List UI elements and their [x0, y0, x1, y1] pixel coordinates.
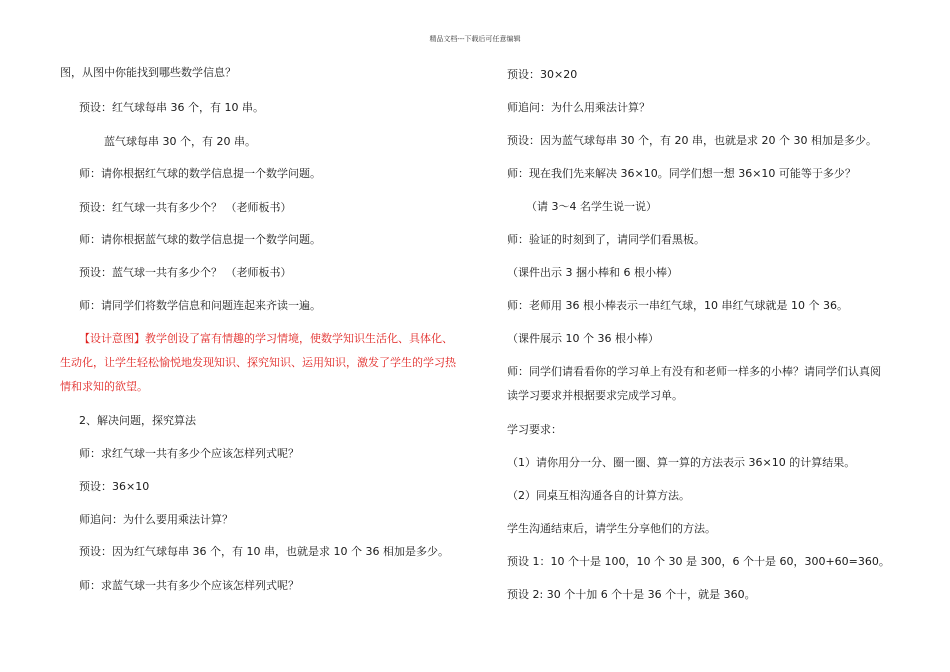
text-line: 读学习要求并根据要求完成学习单。	[507, 389, 683, 402]
text-line: （课件展示 10 个 36 根小棒）	[507, 332, 659, 345]
text-line: 2、解决问题，探究算法	[79, 414, 196, 427]
text-line: （2）同桌互相沟通各自的计算方法。	[507, 489, 690, 502]
text-line: （课件出示 3 捆小棒和 6 根小棒）	[507, 266, 678, 279]
text-line: 师：老师用 36 根小棒表示一串红气球，10 串红气球就是 10 个 36。	[507, 299, 848, 312]
text-line: 预设：因为蓝气球每串 30 个，有 20 串，也就是求 20 个 30 相加是多少。	[507, 134, 877, 147]
design-intent-line: 情和求知的欲望。	[60, 380, 148, 393]
text-line: 预设：蓝气球一共有多少个？ （老师板书）	[79, 266, 292, 279]
text-line: 师追问：为什么要用乘法计算？	[79, 513, 233, 526]
text-line: 预设：红气球每串 36 个，有 10 串。	[79, 101, 264, 114]
text-line: 师：请同学们将数学信息和问题连起来齐读一遍。	[79, 299, 321, 312]
page-header: 精品文档---下载后可任意编辑	[429, 35, 521, 43]
text-line: 学生沟通结束后，请学生分享他们的方法。	[507, 522, 716, 535]
text-line: 预设：因为红气球每串 36 个，有 10 串，也就是求 10 个 36 相加是多少。	[79, 545, 449, 558]
text-line: （请 3～4 名学生说一说）	[526, 200, 657, 213]
text-line: 预设 2: 30 个十加 6 个十是 36 个十，就是 360。	[507, 588, 756, 601]
text-line: 师：求蓝气球一共有多少个应该怎样列式呢？	[79, 579, 299, 592]
text-line: 师：验证的时刻到了，请同学们看黑板。	[507, 233, 705, 246]
text-line: 预设：36×10	[79, 480, 150, 493]
text-line: 预设：30×20	[507, 68, 578, 81]
text-line: 蓝气球每串 30 个，有 20 串。	[104, 135, 256, 148]
text-line: 师：请你根据蓝气球的数学信息提一个数学问题。	[79, 233, 321, 246]
text-line: （1）请你用分一分、圈一圈、算一算的方法表示 36×10 的计算结果。	[507, 456, 856, 469]
text-line: 图，从图中你能找到哪些数学信息？	[60, 66, 236, 79]
text-line: 师追问：为什么用乘法计算？	[507, 101, 650, 114]
design-intent-line: 【设计意图】教学创设了富有情趣的学习情境，使数学知识生活化、具体化、	[79, 332, 453, 345]
text-line: 预设：红气球一共有多少个？ （老师板书）	[79, 201, 292, 214]
design-intent-line: 生动化，让学生轻松愉悦地发现知识、探究知识、运用知识，激发了学生的学习热	[60, 356, 456, 369]
text-line: 师：现在我们先来解决 36×10。同学们想一想 36×10 可能等于多少？	[507, 167, 856, 180]
text-line: 师：求红气球一共有多少个应该怎样列式呢？	[79, 447, 299, 460]
text-line: 师：同学们请看看你的学习单上有没有和老师一样多的小棒？请同学们认真阅	[507, 365, 881, 378]
text-line: 师：请你根据红气球的数学信息提一个数学问题。	[79, 167, 321, 180]
text-line: 学习要求：	[507, 423, 562, 436]
text-line: 预设 1：10 个十是 100，10 个 30 是 300，6 个十是 60，300+60=360。	[507, 555, 890, 568]
